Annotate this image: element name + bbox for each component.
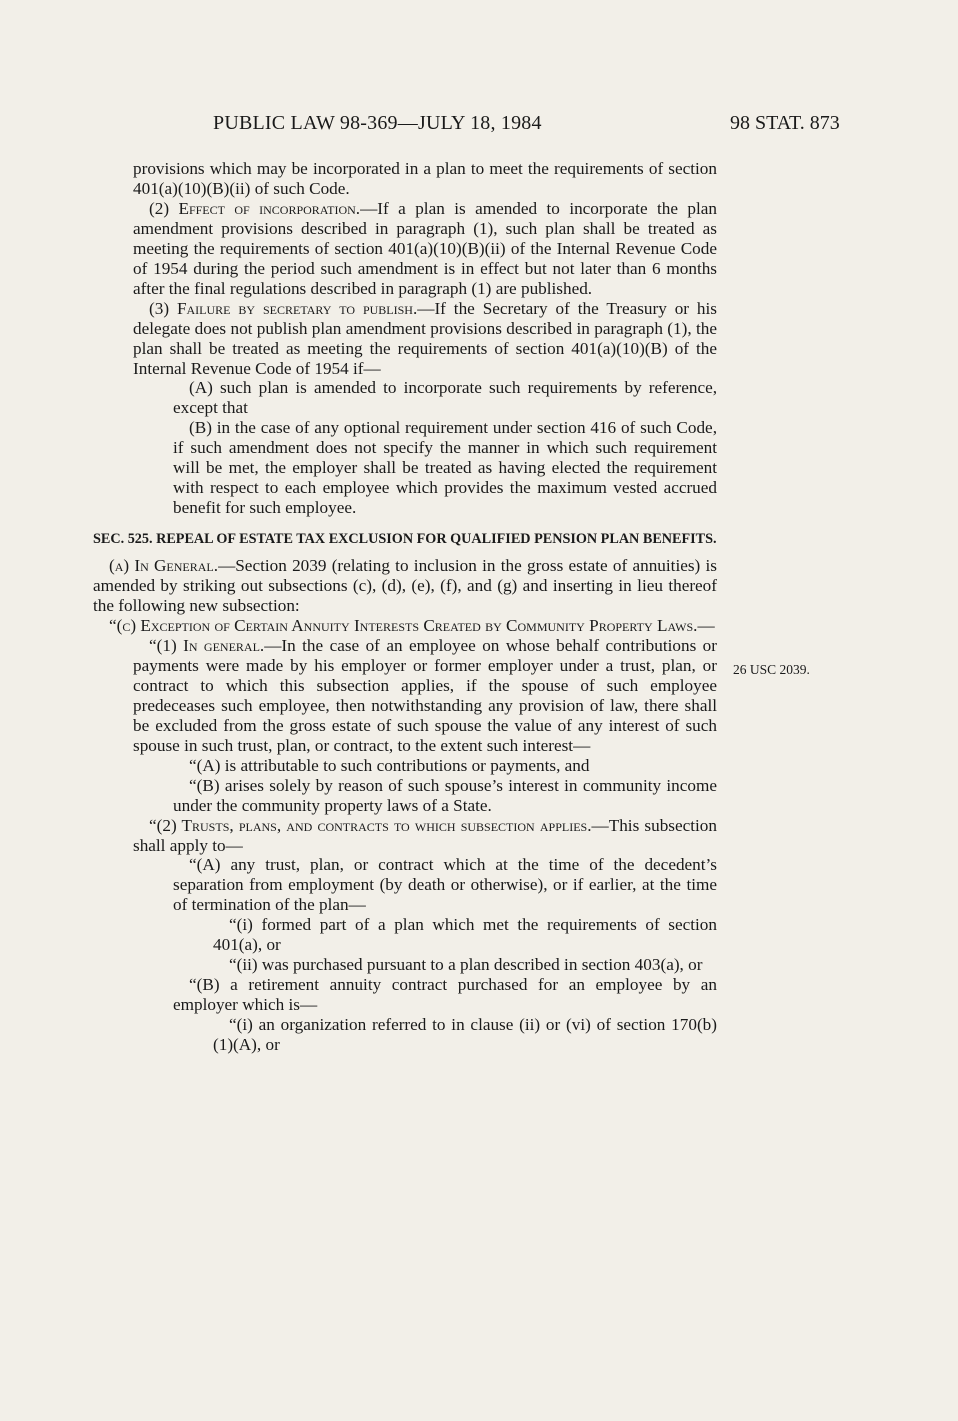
- subparagraph-c1a: “(A) is attributable to such contributions or payments, and: [189, 755, 590, 775]
- paragraph-continuation: provisions which may be incorporated in a plan to meet the requirements of section 401(a)(10)(B)(ii) of such Code.: [133, 159, 717, 198]
- subsection-a-heading: (a) In General.: [109, 556, 219, 576]
- margin-note-usc: 26 USC 2039.: [733, 662, 810, 677]
- statute-body: [93, 159, 718, 1055]
- subparagraph-c1b: “(B) arises solely by reason of such spouse’s interest in community income under the community property laws of a State.: [173, 775, 717, 815]
- paragraph-3: [133, 299, 717, 379]
- subparagraph-c2a: “(A) any trust, plan, or contract which at the time of the decedent’s separation from employment (by death or otherwise), or if earlier, at the time of termination of the plan—: [173, 855, 717, 915]
- paragraph-3-text: —If the Secretary of the Treasury or his delegate does not publish plan amendment provisions described in paragraph (1), the plan shall be treated as meeting the requirements of section 401(a)(10)(B) of the Internal Revenue Code of 1954 if—: [133, 298, 717, 378]
- paragraph-c2: [133, 816, 717, 856]
- clause-c2b-i: “(i) an organization referred to in clause (ii) or (vi) of section 170(b)(1)(A), or: [213, 1015, 717, 1055]
- header-title: PUBLIC LAW 98-369—JULY 18, 1984: [213, 112, 542, 134]
- paragraph-c1-heading: “(1) In general.: [149, 635, 265, 655]
- paragraph-2-heading: (2) Effect of incorporation.: [149, 198, 361, 218]
- paragraph-2: [133, 199, 717, 299]
- subsection-c-dash: —: [697, 616, 715, 636]
- clause-c2a-ii: “(ii) was purchased pursuant to a plan described in section 403(a), or: [229, 955, 703, 975]
- subparagraph-3a: (A) such plan is amended to incorporate such requirements by reference, except that: [173, 378, 717, 418]
- new-subsection-c-heading: [93, 616, 717, 636]
- page-header: [0, 112, 958, 140]
- paragraph-c1-text: —In the case of an employee on whose behalf contributions or payments were made by his employer or former employer under a trust, plan, or contract to which this subsection applies, if the spouse of such employee predeceases such employee, then notwithstanding any provision of law, there shall be excluded from the gross estate of such spouse the value of any interest of such spouse in such trust, plan, or contract, to the extent such interest—: [133, 635, 718, 755]
- paragraph-c2-text: —This subsection shall apply to—: [133, 815, 717, 855]
- header-stat-page: 98 STAT. 873: [730, 112, 840, 134]
- section-heading: SEC. 525. REPEAL OF ESTATE TAX EXCLUSION FOR QUALIFIED PENSION PLAN BENEFITS.: [93, 531, 717, 548]
- subsection-c-title: “(c) Exception of Certain Annuity Interests Created by Community Property Laws.: [109, 616, 698, 636]
- subsection-a: [93, 556, 717, 616]
- subsection-a-text: —Section 2039 (relating to inclusion in the gross estate of annuities) is amended by striking out subsections (c), (d), (e), (f), and (g) and inserting in lieu thereof the following new subsection:: [93, 556, 717, 616]
- subparagraph-c2b: “(B) a retirement annuity contract purchased for an employee by an employer which is—: [173, 975, 717, 1015]
- clause-c2a-i: “(i) formed part of a plan which met the requirements of section 401(a), or: [213, 915, 717, 955]
- paragraph-c1: [133, 636, 717, 756]
- paragraph-3-heading: (3) Failure by secretary to publish.: [149, 298, 418, 318]
- paragraph-2-text: —If a plan is amended to incorporate the plan amendment provisions described in paragraph (1), such plan shall be treated as meeting the requirements of section 401(a)(10)(B)(ii) of the Internal Revenue Code of 1954 during the period such amendment is in effect but not later than 6 months after the final regulations described in paragraph (1) are published.: [133, 198, 717, 298]
- paragraph-c2-heading: “(2) Trusts, plans, and contracts to which subsection applies.: [149, 815, 592, 835]
- subparagraph-3b: (B) in the case of any optional requirement under section 416 of such Code, if such amendment does not specify the manner in which such requirement will be met, the employer shall be treated as having elected the requirement with respect to each employee which provides the maximum vested accrued benefit for such employee.: [173, 418, 717, 518]
